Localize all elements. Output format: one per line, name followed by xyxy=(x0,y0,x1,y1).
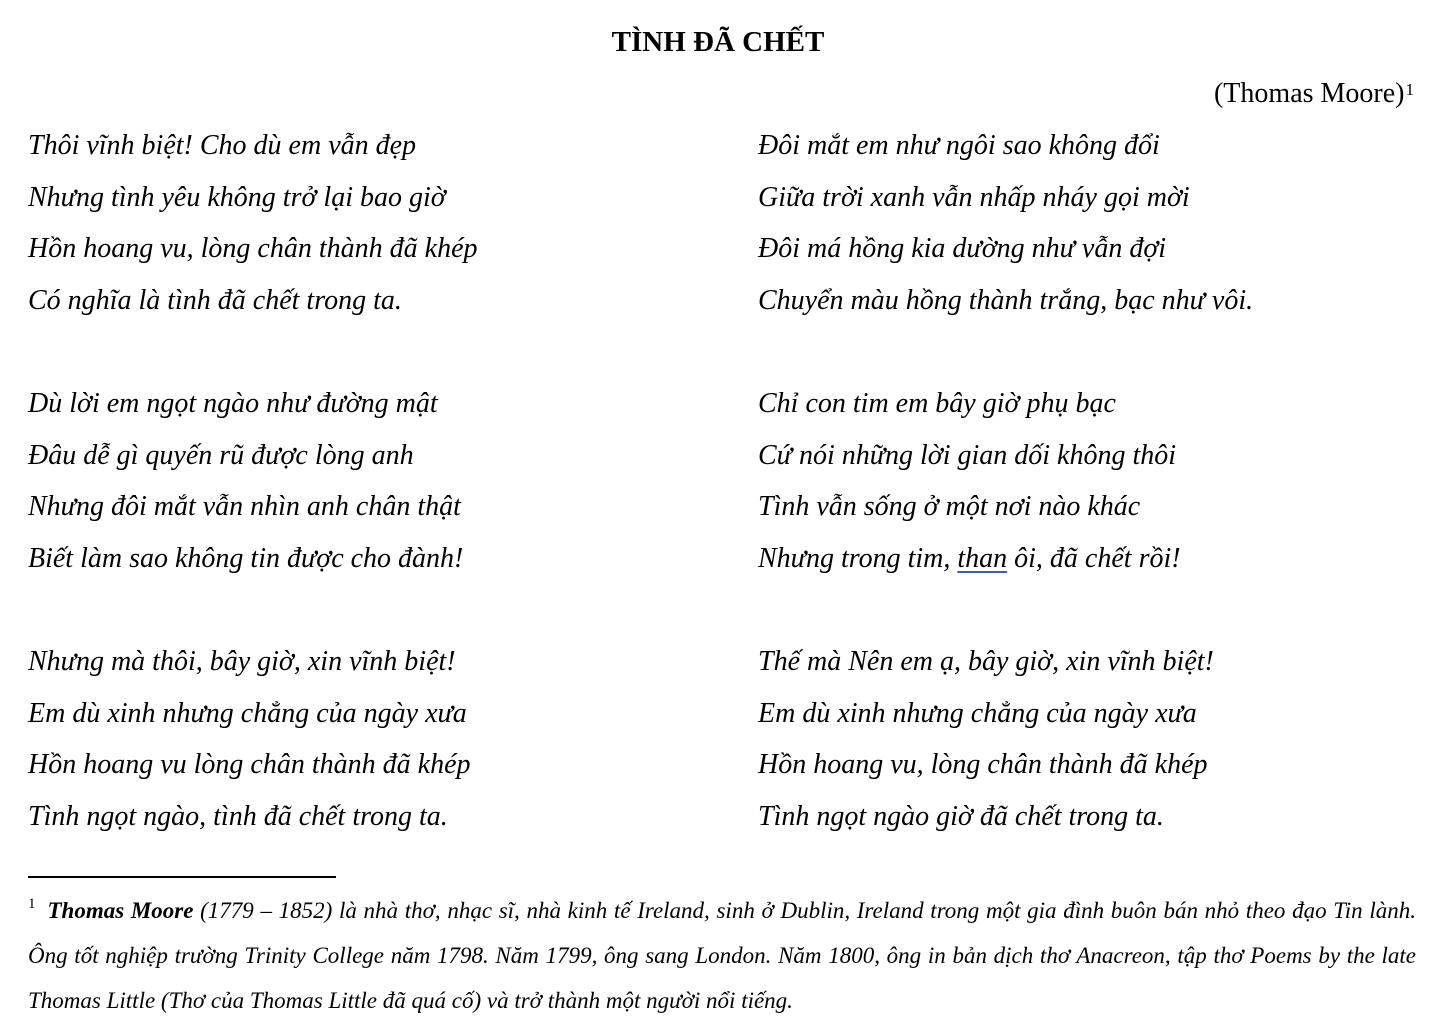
right-column xyxy=(758,128,1436,902)
spellcheck-underlined-word[interactable]: than xyxy=(957,542,1008,574)
footnote-name: Thomas Moore xyxy=(47,898,194,923)
poem-line: Em dù xinh nhưng chẳng của ngày xưa xyxy=(758,697,1197,729)
poem-line: Có nghĩa là tình đã chết trong ta. xyxy=(28,284,402,316)
stanza xyxy=(28,128,728,386)
poem-line: Chỉ con tim em bây giờ phụ bạc xyxy=(758,388,1116,419)
poem-line: Thế mà Nên em ạ, bây giờ, xin vĩnh biệt! xyxy=(758,646,1214,677)
poem-line: Cứ nói những lời gian dối không thôi xyxy=(758,439,1177,471)
poem-title: TÌNH ĐÃ CHẾT xyxy=(611,26,825,58)
author-name: (Thomas Moore) xyxy=(1213,78,1405,109)
poem-line: Tình ngọt ngào, tình đã chết trong ta. xyxy=(28,800,448,832)
poem-line: Biết làm sao không tin được cho đành! xyxy=(28,542,464,574)
poem-line-with-underline xyxy=(758,541,1436,593)
poem-line: Hồn hoang vu, lòng chân thành đã khép xyxy=(758,749,1208,780)
footnote-text: (1779 – 1852) là nhà thơ, nhạc sĩ, nhà kinh tế Ireland, sinh ở Dublin, Ireland trong một gia đình buôn bán nhỏ theo đạo Tin lành. Ông tốt nghiệp trường Trinity College năm 1798. Năm 1799, ông sang London. Năm 1800, ông in bản dịch thơ Anacreon, tập thơ Poems by the late Thomas Little (Thơ của Thomas Little đã quá cố) và trở thành một người nổi tiếng. xyxy=(28,898,1416,1013)
stanza xyxy=(758,128,1436,386)
poem-line: Nhưng đôi mắt vẫn nhìn anh chân thật xyxy=(28,491,461,522)
poem-line: Tình ngọt ngào giờ đã chết trong ta. xyxy=(758,800,1164,832)
stanza xyxy=(28,386,728,644)
poem-line: Thôi vĩnh biệt! Cho dù em vẫn đẹp xyxy=(28,130,417,161)
stanza xyxy=(758,644,1436,902)
poem-line: Đâu dễ gì quyến rũ được lòng anh xyxy=(28,439,414,471)
poem-line: Em dù xinh nhưng chẳng của ngày xưa xyxy=(28,697,467,729)
poem-author xyxy=(1214,76,1414,112)
poem-line: Dù lời em ngọt ngào như đường mật xyxy=(28,388,438,419)
poem-line: Hồn hoang vu, lòng chân thành đã khép xyxy=(28,233,478,264)
line-text: ôi, đã chết rồi! xyxy=(1007,542,1181,574)
footnote-reference[interactable]: 1 xyxy=(1405,80,1414,99)
footnote xyxy=(28,888,1416,1023)
footnote-mark: 1 xyxy=(28,896,36,912)
poem-line: Chuyển màu hồng thành trắng, bạc như vôi. xyxy=(758,284,1254,316)
poem-line: Nhưng tình yêu không trở lại bao giờ xyxy=(28,181,446,213)
poem-line: Tình vẫn sống ở một nơi nào khác xyxy=(758,491,1141,522)
footnote-separator xyxy=(28,876,336,878)
poem-line: Hồn hoang vu lòng chân thành đã khép xyxy=(28,749,471,780)
poem-line: Đôi mắt em như ngôi sao không đổi xyxy=(758,130,1160,161)
poem-line: Nhưng mà thôi, bây giờ, xin vĩnh biệt! xyxy=(28,646,456,677)
poem-line: Giữa trời xanh vẫn nhấp nháy gọi mời xyxy=(758,181,1190,213)
poem-line: Đôi má hồng kia dường như vẫn đợi xyxy=(758,233,1167,264)
stanza xyxy=(758,386,1436,644)
left-column xyxy=(28,128,728,902)
line-text: Nhưng trong tim, xyxy=(758,542,958,574)
stanza xyxy=(28,644,728,902)
